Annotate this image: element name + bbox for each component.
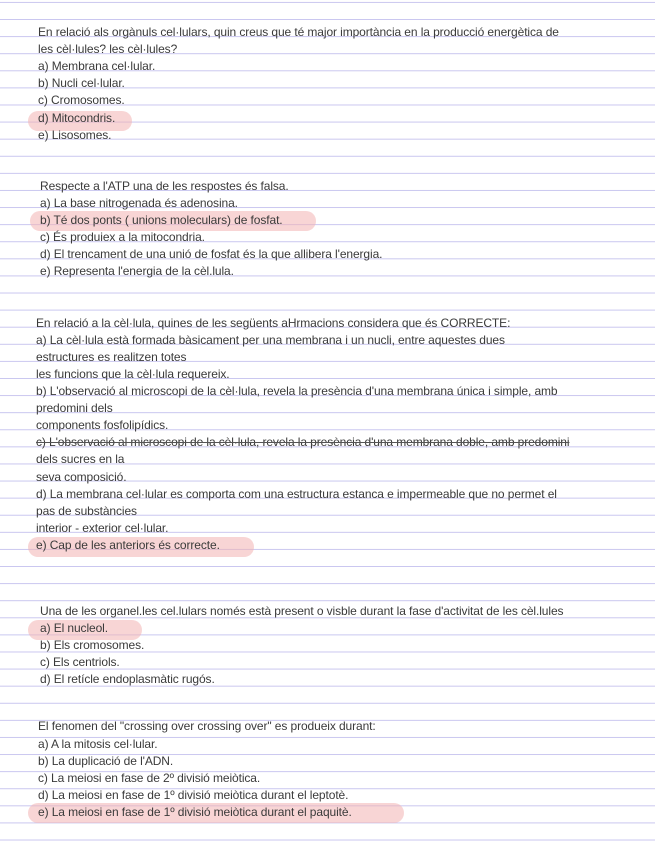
- question-4-option-c: c) Els centriols.: [40, 655, 120, 669]
- question-3-option-c: c) L'observació al microscopi de la cèl·lula, revela la presència d'una membrana doble, amb predomini: [36, 435, 570, 449]
- question-3-prompt: En relació a la cèl·lula, quines de les següents aHrmacions considera que és CORRECTE:: [36, 316, 511, 330]
- question-3-option-c-cont-2: seva composició.: [36, 470, 127, 484]
- question-5-option-a: a) A la mitosis cel·lular.: [38, 737, 158, 751]
- question-5-prompt: El fenomen del "crossing over crossing over" es produeix durant:: [38, 719, 376, 733]
- question-2-option-e: e) Representa l'energia de la cèl.lula.: [40, 264, 234, 278]
- question-5-option-e: e) La meiosi en fase de 1º divisió meiòtica durant el paquitè.: [38, 805, 352, 819]
- question-1-prompt-line-1: En relació als orgànuls cel·lulars, quin creus que té major importància en la producció energètica de: [38, 25, 559, 39]
- question-5-option-d: d) La meiosi en fase de 1º divisió meiòtica durant el leptotè.: [38, 788, 349, 802]
- question-1-option-e: e) Lisosomes.: [38, 128, 112, 142]
- question-3-option-d-cont-1: pas de substàncies: [36, 504, 137, 518]
- question-1-option-d: d) Mitocondris.: [38, 111, 116, 125]
- question-2-option-c: c) És produiex a la mitocondria.: [40, 230, 205, 244]
- question-3-option-d-cont-2: interior - exterior cel·lular.: [36, 521, 169, 535]
- question-1-option-b: b) Nucli cel·lular.: [38, 76, 125, 90]
- question-4-option-d: d) El retícle endoplasmàtic rugós.: [40, 672, 215, 686]
- question-3-option-d: d) La membrana cel·lular es comporta com una estructura estanca e impermeable que no permet el: [36, 487, 557, 501]
- question-3-option-c-cont-1: dels sucres en la: [36, 452, 125, 466]
- question-2-option-a: a) La base nitrogenada és adenosina.: [40, 196, 238, 210]
- question-5-option-b: b) La duplicació de l'ADN.: [38, 754, 174, 768]
- question-4-prompt: Una de les organel.les cel.lulars només està present o visble durant la fase d'activitat de les cèl.lules: [40, 604, 564, 618]
- question-3-option-b-cont-1: predomini dels: [36, 401, 113, 415]
- question-4-option-b: b) Els cromosomes.: [40, 638, 145, 652]
- question-1-option-a: a) Membrana cel·lular.: [38, 59, 156, 73]
- question-3-option-a-cont-1: estructures es realitzen totes: [36, 350, 187, 364]
- question-4-option-a: a) El nucleol.: [40, 621, 108, 635]
- question-3-option-b-cont-2: components fosfolipídics.: [36, 418, 169, 432]
- question-5-option-c: c) La meiosi en fase de 2º divisió meiòtica.: [38, 771, 261, 785]
- question-2-prompt: Respecte a l'ATP una de les respostes és falsa.: [40, 179, 289, 193]
- question-1-option-c: c) Cromosomes.: [38, 93, 125, 107]
- question-3-option-e: e) Cap de les anteriors és correcte.: [36, 538, 220, 552]
- question-3-option-a: a) La cèl·lula està formada bàsicament per una membrana i un nucli, entre aquestes dues: [36, 333, 505, 347]
- question-2-option-b: b) Té dos ponts ( unions moleculars) de fosfat.: [40, 213, 283, 227]
- question-1-prompt-line-2: les cèl·lules? les cèl·lules?: [38, 42, 178, 56]
- question-3-option-a-cont-2: les funcions que la cèl·lula requereix.: [36, 367, 230, 381]
- question-2-option-d: d) El trencament de una unió de fosfat és la que allibera l'energia.: [40, 247, 383, 261]
- question-3-option-b: b) L'observació al microscopi de la cèl·lula, revela la presència d'una membrana única i simple, amb: [36, 384, 558, 398]
